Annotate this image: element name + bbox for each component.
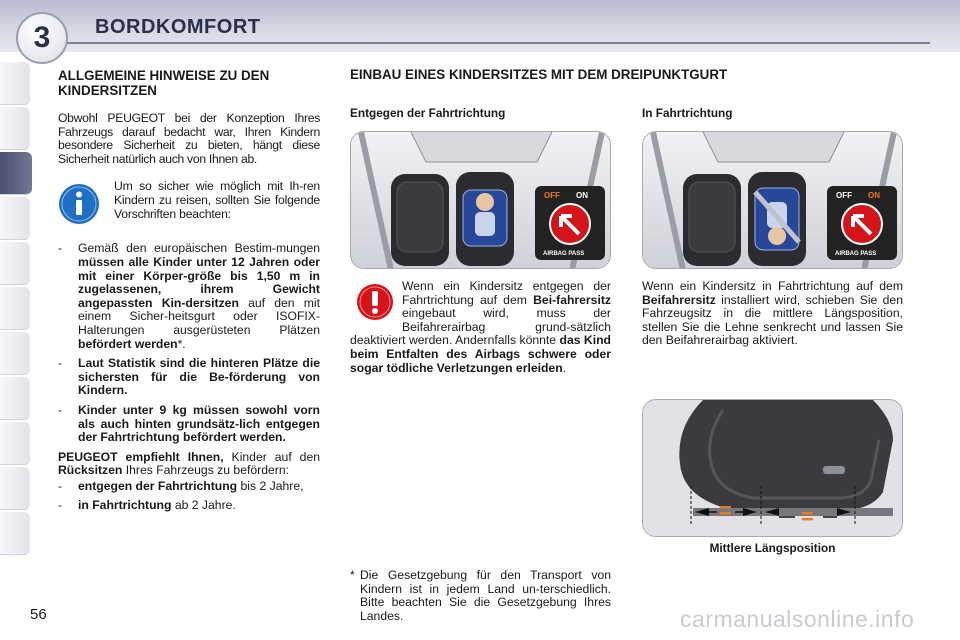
seat-rail-diagram <box>643 400 903 537</box>
chapter-tab-9[interactable] <box>0 422 30 465</box>
recommendation-item-1: - entgegen der Fahrtrichtung bis 2 Jahre, <box>58 478 304 493</box>
warning-text: Wenn ein Kindersitz entgegen der Fahrtrichtung auf dem Bei-fahrersitz eingebaut wird, muss der Beifahrerairbag grund-sätzlich deaktiviert werden. Andernfalls könnte das Kind beim Entfalten des Airbags schwere oder sogar tödliche Verletzungen erleiden. <box>350 279 612 375</box>
chapter-tab-2[interactable] <box>0 107 30 150</box>
chapter-tab-6[interactable] <box>0 287 30 330</box>
seat-middle-position-illustration <box>642 399 903 537</box>
rear-facing-seat-illustration <box>350 131 611 269</box>
forward-facing-seat-illustration <box>642 131 903 269</box>
seat-position-caption: Mittlere Längsposition <box>709 541 836 555</box>
chapter-tab-11[interactable] <box>0 512 30 555</box>
chapter-tabs <box>0 62 30 557</box>
page-number: 56 <box>30 606 47 623</box>
recommendation-item-2: - in Fahrtrichtung ab 2 Jahre. <box>58 498 236 513</box>
recommendation: PEUGEOT empfiehlt Ihnen, Kinder auf den Rücksitzen Ihres Fahrzeugs zu befördern: <box>58 449 321 478</box>
on-label: ON <box>576 191 588 200</box>
car-interior-top-view <box>351 132 611 269</box>
watermark: carmanualsonline.info <box>680 606 915 632</box>
info-icon <box>58 183 100 225</box>
subheading-rearward: Entgegen der Fahrtrichtung <box>350 106 506 120</box>
section-title-general: ALLGEMEINE HINWEISE ZU DEN KINDERSITZEN <box>58 68 270 98</box>
forward-facing-text: Wenn ein Kindersitz in Fahrtrichtung auf dem Beifahrersitz installiert wird, schieben Sie den Fahrzeugsitz in die mittlere Längsposition, stellen Sie die Lehne senkrecht und lassen Sie den Beifahrerairbag aktiviert. <box>642 279 903 348</box>
rule-item-3: - Kinder unter 9 kg müssen sowohl vorn als auch hinten grundsätz-lich entgegen der Fahrtrichtung befördert werden. <box>58 402 320 445</box>
equal-sign-rear: = <box>801 504 814 529</box>
chapter-tab-7[interactable] <box>0 332 30 375</box>
car-interior-top-view-forward <box>643 132 903 269</box>
info-note-text: Um so sicher wie möglich mit Ih-ren Kindern zu reisen, sollten Sie folgende Vorschriften beachten: <box>114 179 320 221</box>
chapter-number-badge: 3 <box>16 12 68 64</box>
off-label-forward: OFF <box>836 191 852 200</box>
rule-item-1: - Gemäß den europäischen Bestim-mungen müssen alle Kinder unter 12 Jahren oder mit einer Körper-größe bis 1,50 m in zugelassenen, ihrem Gewicht angepassten Kin-dersitzen auf den mit einem Sicher-heitsgurt oder ISOFIX-Halterungen ausgerüsteten Plätzen befördert werden*. <box>58 241 321 351</box>
chapter-title: BORDKOMFORT <box>95 16 261 38</box>
chapter-tab-5[interactable] <box>0 242 30 285</box>
airbag-pass-label-forward: AIRBAG PASS <box>835 251 877 257</box>
equal-sign-front: = <box>719 498 732 523</box>
chapter-tab-1[interactable] <box>0 62 30 105</box>
section-title-installation: EINBAU EINES KINDERSITZES MIT DEM DREIPUNKTGURT <box>350 67 728 82</box>
airbag-pass-label: AIRBAG PASS <box>543 251 585 257</box>
rule-item-2: - Laut Statistik sind die hinteren Plätze die sichersten für die Be-förderung von Kindern. <box>58 356 320 398</box>
on-label-forward: ON <box>868 191 880 200</box>
footnote: * Die Gesetzgebung für den Transport von Kindern ist in jedem Land un-terschiedlich. Bitte beachten Sie die Gesetzgebung Ihres Landes. <box>350 568 611 623</box>
off-label: OFF <box>544 191 560 200</box>
general-notes-section <box>58 68 320 513</box>
subheading-forward: In Fahrtrichtung <box>642 106 733 120</box>
intro-paragraph: Obwohl PEUGEOT bei der Konzeption Ihres Fahrzeugs darauf bedacht war, Ihren Kindern besondere Sicherheit zu bieten, hängt diese Sicherheit natürlich auch von Ihnen ab. <box>58 111 320 166</box>
chapter-tab-10[interactable] <box>0 467 30 510</box>
chapter-tab-3-active[interactable] <box>0 152 32 195</box>
header-rule <box>55 42 930 44</box>
info-note <box>58 176 320 240</box>
chapter-tab-4[interactable] <box>0 197 30 240</box>
chapter-tab-8[interactable] <box>0 377 30 420</box>
